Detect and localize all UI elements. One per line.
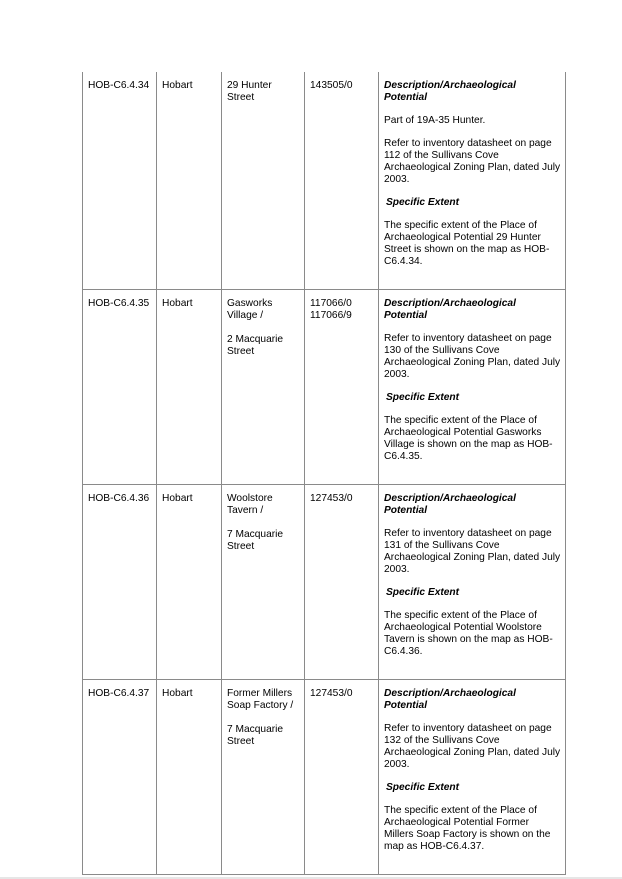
description-heading: Description/Archaeological Potential bbox=[384, 688, 516, 711]
title-ref-cell bbox=[305, 680, 379, 875]
extent-heading: Specific Extent bbox=[386, 197, 460, 208]
description-heading: Description/Archaeological Potential bbox=[384, 298, 516, 321]
table-row bbox=[83, 72, 566, 290]
title-ref-cell bbox=[305, 485, 379, 680]
address-cell bbox=[222, 72, 305, 290]
place-id: HOB-C6.4.37 bbox=[88, 688, 150, 699]
address-cell bbox=[222, 290, 305, 485]
address-line: Gasworks Village / bbox=[227, 298, 273, 321]
address-line: 7 Macquarie Street bbox=[227, 529, 284, 552]
address-line: Woolstore Tavern / bbox=[227, 493, 273, 516]
description-cell bbox=[379, 485, 566, 680]
address-line: 29 Hunter Street bbox=[227, 80, 272, 103]
place-id: HOB-C6.4.34 bbox=[88, 80, 150, 91]
address-cell bbox=[222, 680, 305, 875]
address-line: 2 Macquarie Street bbox=[227, 334, 284, 357]
description-cell bbox=[379, 290, 566, 485]
title-reference: 127453/0 bbox=[310, 688, 353, 699]
title-reference: 117066/0 bbox=[310, 298, 352, 309]
title-reference: 143505/0 bbox=[310, 80, 353, 91]
place-id-cell bbox=[83, 680, 157, 875]
description-cell bbox=[379, 72, 566, 290]
locality-cell bbox=[157, 72, 222, 290]
description-paragraph: Part of 19A-35 Hunter. bbox=[384, 115, 486, 126]
description-paragraph: Refer to inventory datasheet on page 132 of the Sullivans Cove Archaeological Zoning Plan, dated July 2003. bbox=[384, 723, 561, 770]
place-id-cell bbox=[83, 290, 157, 485]
extent-heading: Specific Extent bbox=[386, 392, 460, 403]
table-row bbox=[83, 485, 566, 680]
title-ref-cell bbox=[305, 72, 379, 290]
address-line: 7 Macquarie Street bbox=[227, 724, 284, 747]
extent-text: The specific extent of the Place of Archaeological Potential Gasworks Village is shown on the map as HOB-C6.4.35. bbox=[384, 415, 553, 462]
extent-text: The specific extent of the Place of Archaeological Potential Former Millers Soap Factory is shown on the map as HOB-C6.4.37. bbox=[384, 805, 551, 852]
locality: Hobart bbox=[162, 80, 193, 91]
table-row bbox=[83, 680, 566, 875]
address-line: Former Millers Soap Factory / bbox=[227, 688, 294, 711]
extent-heading: Specific Extent bbox=[386, 587, 460, 598]
place-id-cell bbox=[83, 485, 157, 680]
locality: Hobart bbox=[162, 688, 193, 699]
locality-cell bbox=[157, 485, 222, 680]
address-cell bbox=[222, 485, 305, 680]
place-id: HOB-C6.4.36 bbox=[88, 493, 150, 504]
locality-cell bbox=[157, 290, 222, 485]
title-reference: 117066/9 bbox=[310, 310, 352, 321]
description-heading: Description/Archaeological Potential bbox=[384, 80, 516, 103]
archaeological-places-table bbox=[82, 72, 566, 875]
description-heading: Description/Archaeological Potential bbox=[384, 493, 516, 516]
extent-heading: Specific Extent bbox=[386, 782, 460, 793]
description-paragraph: Refer to inventory datasheet on page 130 of the Sullivans Cove Archaeological Zoning Plan, dated July 2003. bbox=[384, 333, 561, 380]
locality-cell bbox=[157, 680, 222, 875]
title-reference: 127453/0 bbox=[310, 493, 353, 504]
description-paragraph: Refer to inventory datasheet on page 131 of the Sullivans Cove Archaeological Zoning Plan, dated July 2003. bbox=[384, 528, 561, 575]
table-row bbox=[83, 290, 566, 485]
title-ref-cell bbox=[305, 290, 379, 485]
locality: Hobart bbox=[162, 493, 193, 504]
place-id: HOB-C6.4.35 bbox=[88, 298, 150, 309]
description-cell bbox=[379, 680, 566, 875]
extent-text: The specific extent of the Place of Archaeological Potential Woolstore Tavern is shown on the map as HOB-C6.4.36. bbox=[384, 610, 553, 657]
extent-text: The specific extent of the Place of Archaeological Potential 29 Hunter Street is shown on the map as HOB-C6.4.34. bbox=[384, 220, 550, 267]
description-paragraph: Refer to inventory datasheet on page 112 of the Sullivans Cove Archaeological Zoning Plan, dated July 2003. bbox=[384, 138, 561, 185]
locality: Hobart bbox=[162, 298, 193, 309]
place-id-cell bbox=[83, 72, 157, 290]
